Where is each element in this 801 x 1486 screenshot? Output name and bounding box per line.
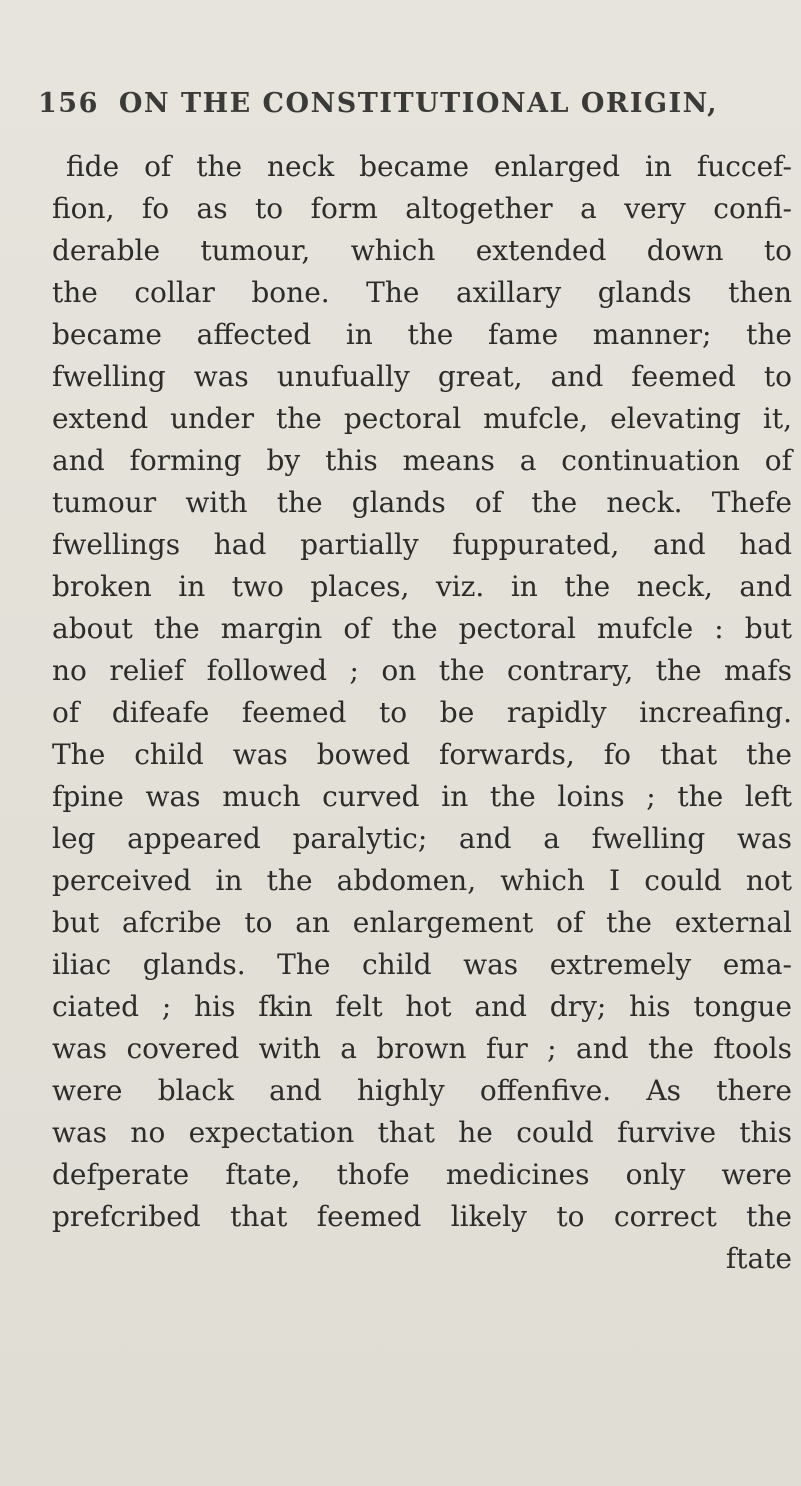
text-line: leg appeared paralytic; and a fwelling was [52,822,792,855]
text-line: perceived in the abdomen, which I could not [52,864,792,897]
text-line: of difeafe feemed to be rapidly increafing. [52,696,792,729]
text-line: about the margin of the pectoral mufcle : but [52,612,792,645]
text-line: fpine was much curved in the loins ; the left [52,780,792,813]
text-line: fion, fo as to form altogether a very confi- [52,192,792,225]
running-head-title: ON THE CONSTITUTIONAL ORIGIN, [118,88,718,119]
text-line: tumour with the glands of the neck. Thefe [52,486,792,519]
text-line: no relief followed ; on the contrary, the mafs [52,654,792,687]
text-line: fide of the neck became enlarged in fuccef- [66,150,792,183]
text-line: fwellings had partially fuppurated, and had [52,528,792,561]
text-line: the collar bone. The axillary glands then [52,276,792,309]
text-line: became affected in the fame manner; the [52,318,792,351]
text-line: were black and highly offenfive. As there [52,1074,792,1107]
text-line: but afcribe to an enlargement of the external [52,906,792,939]
catchword: ftate [725,1242,792,1275]
text-line: derable tumour, which extended down to [52,234,792,267]
text-line: was no expectation that he could furvive this [52,1116,792,1149]
text-line: and forming by this means a continuation of [52,444,792,477]
text-line: extend under the pectoral mufcle, elevating it, [52,402,792,435]
text-line: iliac glands. The child was extremely ema- [52,948,792,981]
body-text [52,146,792,1280]
text-line: was covered with a brown fur ; and the ftools [52,1032,792,1065]
running-head [38,88,798,128]
text-line: defperate ftate, thofe medicines only were [52,1158,792,1191]
text-line: The child was bowed forwards, fo that the [52,738,792,771]
text-line: broken in two places, viz. in the neck, and [52,570,792,603]
text-line: prefcribed that feemed likely to correct the [52,1200,792,1233]
text-line: ciated ; his fkin felt hot and dry; his tongue [52,990,792,1023]
text-line: fwelling was unufually great, and feemed to [52,360,792,393]
page-number: 156 [38,88,99,119]
